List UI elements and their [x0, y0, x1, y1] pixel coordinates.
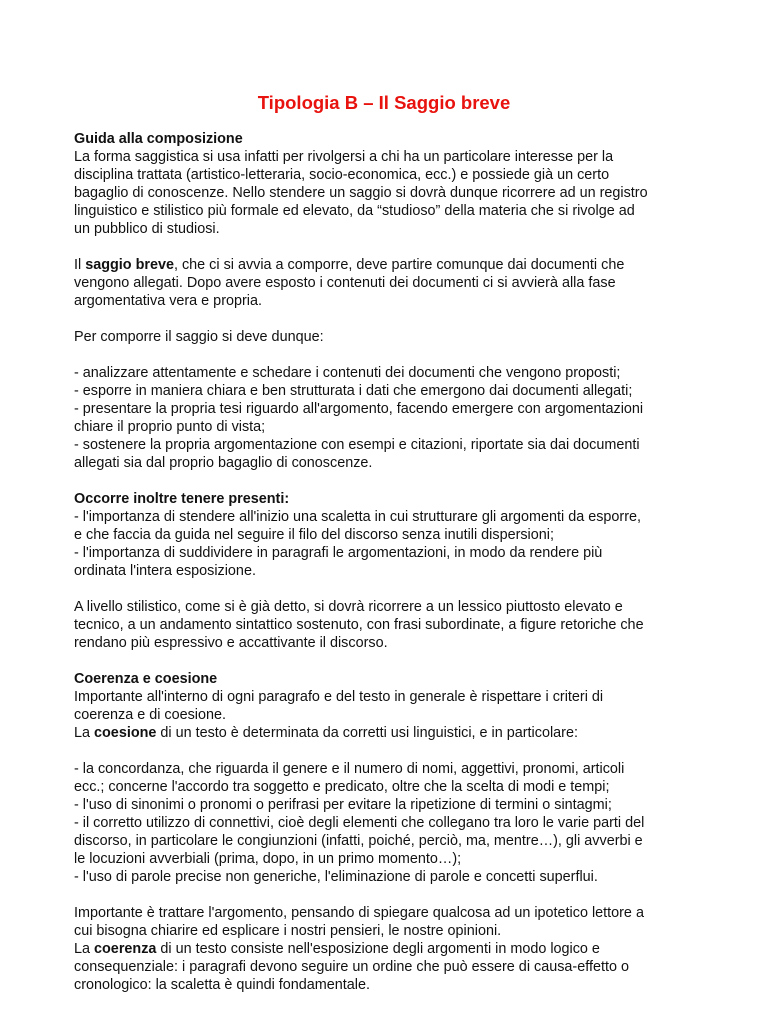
paragraph-line: La coesione di un testo è determinata da corretti usi linguistici, e in particolare: — [74, 725, 578, 741]
paragraph-line: La coerenza di un testo consiste nell'esposizione degli argomenti in modo logico e — [74, 941, 600, 957]
list-item: le locuzioni avverbiali (prima, dopo, in un primo momento…); — [74, 851, 462, 867]
intro-line: Per comporre il saggio si deve dunque: — [74, 329, 324, 345]
paragraph-line: Importante all'interno di ogni paragrafo e del testo in generale è rispettare i criteri di — [74, 689, 604, 705]
list-item: - analizzare attentamente e schedare i contenuti dei documenti che vengono proposti; — [74, 365, 621, 381]
page-title: Tipologia B – Il Saggio breve — [257, 92, 511, 113]
list-coesione — [74, 760, 704, 886]
list-item: e che faccia da guida nel seguire il filo del discorso senza inutili dispersioni; — [74, 527, 554, 543]
paragraph-line: rendano più espressivo e accattivante il discorso. — [74, 635, 388, 651]
list-item: - la concordanza, che riguarda il genere e il numero di nomi, aggettivi, pronomi, articoli — [74, 761, 625, 777]
list-item: ecc.; concerne l'accordo tra soggetto e predicato, oltre che la scelta di modi e tempi; — [74, 779, 610, 795]
section-saggio-breve — [74, 256, 704, 310]
paragraph-line: disciplina trattata (artistico-letteraria, socio-economica, ecc.) e possiede già un certo — [74, 167, 610, 183]
paragraph-line: Importante è trattare l'argomento, pensando di spiegare qualcosa ad un ipotetico lettore a — [74, 905, 644, 921]
section-coerenza-coesione — [74, 670, 704, 742]
paragraph-line: argomentativa vera e propria. — [74, 293, 262, 309]
list-item: - l'importanza di suddividere in paragrafi le argomentazioni, in modo da rendere più — [74, 545, 603, 561]
list-item: - il corretto utilizzo di connettivi, cioè degli elementi che collegano tra loro le varie parti del — [74, 815, 645, 831]
paragraph-line: cronologico: la scaletta è quindi fondamentale. — [74, 977, 370, 993]
list-item: - sostenere la propria argomentazione con esempi e citazioni, riportate sia dai documenti — [74, 437, 640, 453]
paragraph-line: Il saggio breve, che ci si avvia a comporre, deve partire comunque dai documenti che — [74, 257, 625, 273]
document-body — [74, 130, 704, 994]
list-item: - presentare la propria tesi riguardo all'argomento, facendo emergere con argomentazioni — [74, 401, 644, 417]
list-item: allegati sia dal proprio bagaglio di conoscenze. — [74, 455, 373, 471]
list-item: ordinata l'intera esposizione. — [74, 563, 256, 579]
paragraph-line: consequenziale: i paragrafi devono seguire un ordine che può essere di causa-effetto o — [74, 959, 629, 975]
section-guida — [74, 130, 704, 238]
paragraph-line: linguistico e stilistico più formale ed elevato, da “studioso” della materia che si rivolge ad — [74, 203, 635, 219]
list-item: chiare il proprio punto di vista; — [74, 419, 266, 435]
list-item: - l'uso di parole precise non generiche, l'eliminazione di parole e concetti superflui. — [74, 869, 598, 885]
paragraph-line: vengono allegati. Dopo avere esposto i contenuti dei documenti ci si avvierà alla fase — [74, 275, 616, 291]
paragraph-line: cui bisogna chiarire ed esplicare i nostri pensieri, le nostre opinioni. — [74, 923, 502, 939]
section-occorre — [74, 490, 704, 580]
paragraph-line: La forma saggistica si usa infatti per rivolgersi a chi ha un particolare interesse per la — [74, 149, 614, 165]
paragraph-line: coerenza e di coesione. — [74, 707, 227, 723]
term-coesione: coesione — [94, 725, 157, 741]
section-heading-occorre: Occorre inoltre tenere presenti: — [74, 491, 290, 507]
term-saggio-breve: saggio breve — [85, 257, 174, 273]
section-heading-guida: Guida alla composizione — [74, 131, 243, 147]
list-item: - l'uso di sinonimi o pronomi o perifrasi per evitare la ripetizione di termini o sintagmi; — [74, 797, 612, 813]
paragraph-line: un pubblico di studiosi. — [74, 221, 220, 237]
list-comporre — [74, 364, 704, 472]
paragraph-line: bagaglio di conoscenze. Nello stendere un saggio si dovrà dunque ricorrere ad un registro — [74, 185, 648, 201]
section-stile — [74, 598, 704, 652]
list-item: - l'importanza di stendere all'inizio una scaletta in cui strutturare gli argomenti da esporre, — [74, 509, 642, 525]
section-heading-coerenza: Coerenza e coesione — [74, 671, 218, 687]
paragraph-line: tecnico, a un andamento sintattico sostenuto, con frasi subordinate, a figure retoriche che — [74, 617, 644, 633]
term-coerenza: coerenza — [94, 941, 157, 957]
list-item: - esporre in maniera chiara e ben strutturata i dati che emergono dai documenti allegati; — [74, 383, 633, 399]
list-item: discorso, in particolare le congiunzioni (infatti, poiché, perciò, ma, mentre…), gli avverbi e — [74, 833, 643, 849]
section-finale — [74, 904, 704, 994]
paragraph-line: A livello stilistico, come si è già detto, si dovrà ricorrere a un lessico piuttosto elevato e — [74, 599, 623, 615]
